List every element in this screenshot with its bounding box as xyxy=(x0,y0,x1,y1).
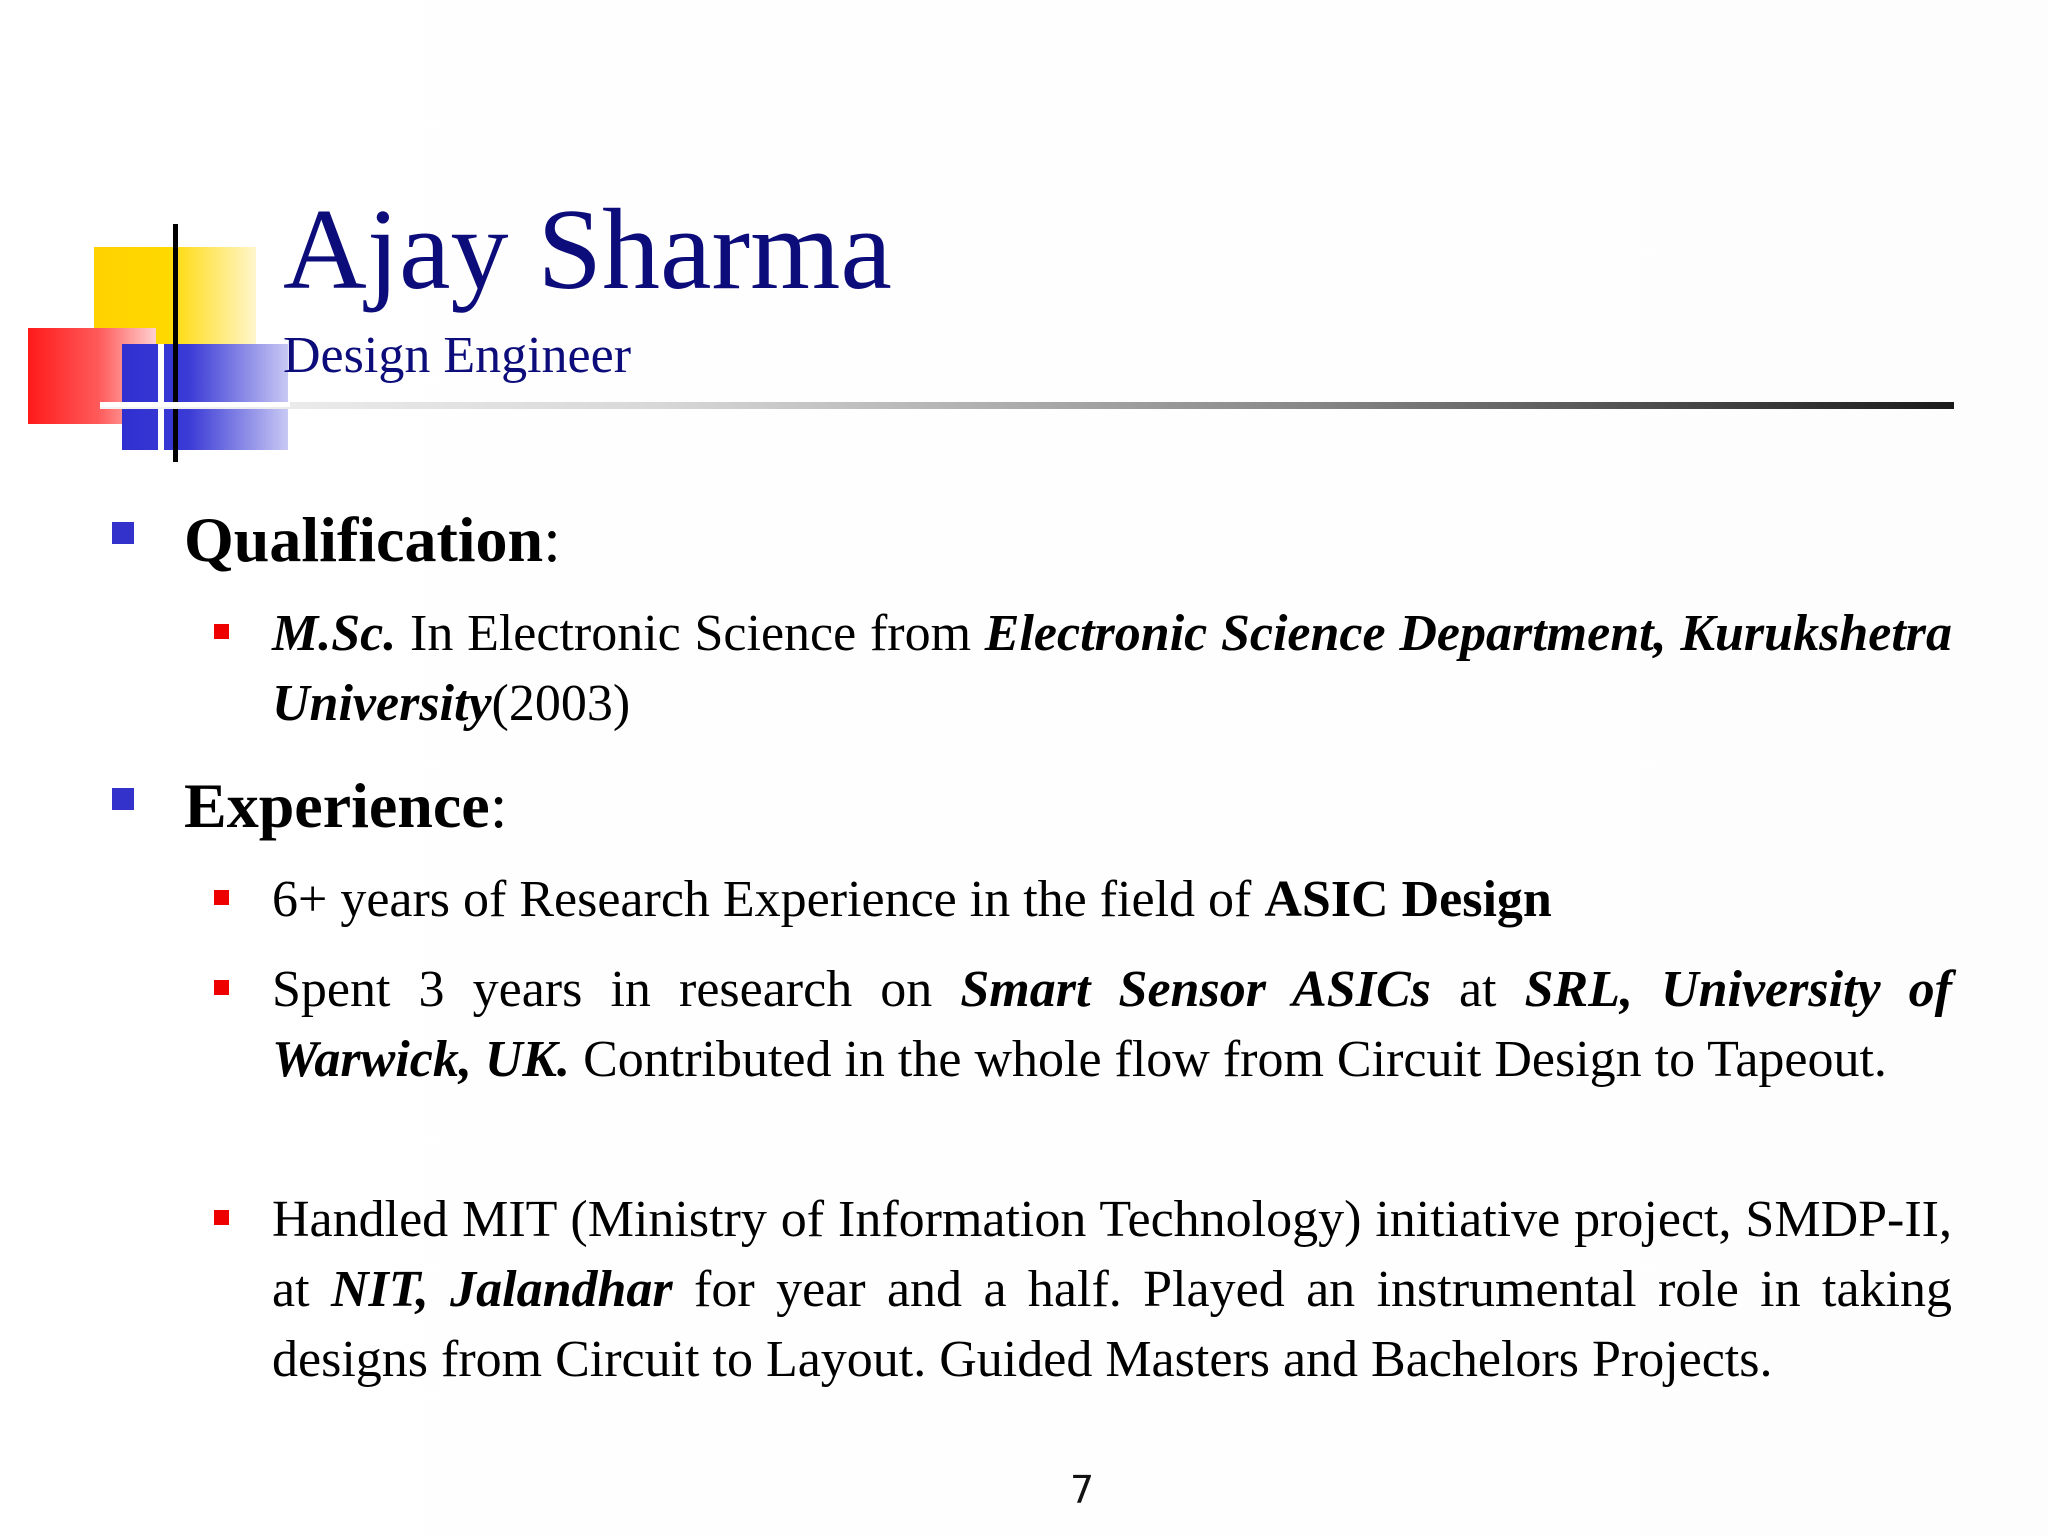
logo-vertical-line xyxy=(173,224,178,462)
slide-subtitle: Design Engineer xyxy=(283,327,632,384)
experience-item-1 xyxy=(272,865,1952,935)
experience-2-text1: Spent 3 years in research on xyxy=(272,961,961,1018)
degree: M.Sc. xyxy=(272,605,397,662)
qualification-item-bullet xyxy=(214,624,229,639)
logo-grid-horizontal xyxy=(100,402,290,407)
experience-2-text2: at xyxy=(1430,961,1525,1018)
qualification-label: Qualification xyxy=(184,504,544,575)
logo-blue-square xyxy=(122,344,288,450)
page-number: 7 xyxy=(1070,1468,1095,1512)
experience-2-place: SRL, University of Warwick, UK. xyxy=(272,961,1952,1088)
slide-title: Ajay Sharma xyxy=(283,186,892,314)
section-bullet-qualification xyxy=(112,522,134,544)
experience-colon: : xyxy=(489,770,508,841)
experience-item-2 xyxy=(272,955,1952,1095)
experience-item-bullet xyxy=(214,1210,229,1225)
experience-item-3 xyxy=(272,1185,1952,1395)
experience-3-text2: for year and a half. Played an instrumental role in taking designs from Circuit to Layout. Guided Masters and Bachelors Projects. xyxy=(272,1261,1953,1388)
experience-label: Experience xyxy=(184,770,490,841)
qualification-colon: : xyxy=(543,504,561,575)
experience-3-place: NIT, Jalandhar xyxy=(330,1261,673,1318)
experience-item-bullet xyxy=(214,890,229,905)
experience-1-text: 6+ years of Research Experience in the field of xyxy=(272,871,1265,928)
logo-grid-vertical xyxy=(158,344,164,450)
degree-year: (2003) xyxy=(491,675,631,732)
experience-heading xyxy=(184,766,1954,846)
experience-3-text1: Handled MIT (Ministry of Information Technology) initiative project, SMDP-II, at xyxy=(272,1191,1952,1318)
experience-item-bullet xyxy=(214,980,229,995)
qualification-heading xyxy=(184,500,1954,580)
qualification-item xyxy=(272,599,1952,739)
experience-2-topic: Smart Sensor ASICs xyxy=(960,961,1431,1018)
experience-1-field: ASIC Design xyxy=(1264,871,1552,928)
section-bullet-experience xyxy=(112,788,134,810)
institution: Electronic Science Department, Kurukshetra University xyxy=(272,605,1952,732)
degree-text: In Electronic Science from xyxy=(396,605,985,662)
experience-2-text3: Contributed in the whole flow from Circuit Design to Tapeout. xyxy=(570,1031,1887,1088)
title-underline-rule xyxy=(100,402,1954,409)
